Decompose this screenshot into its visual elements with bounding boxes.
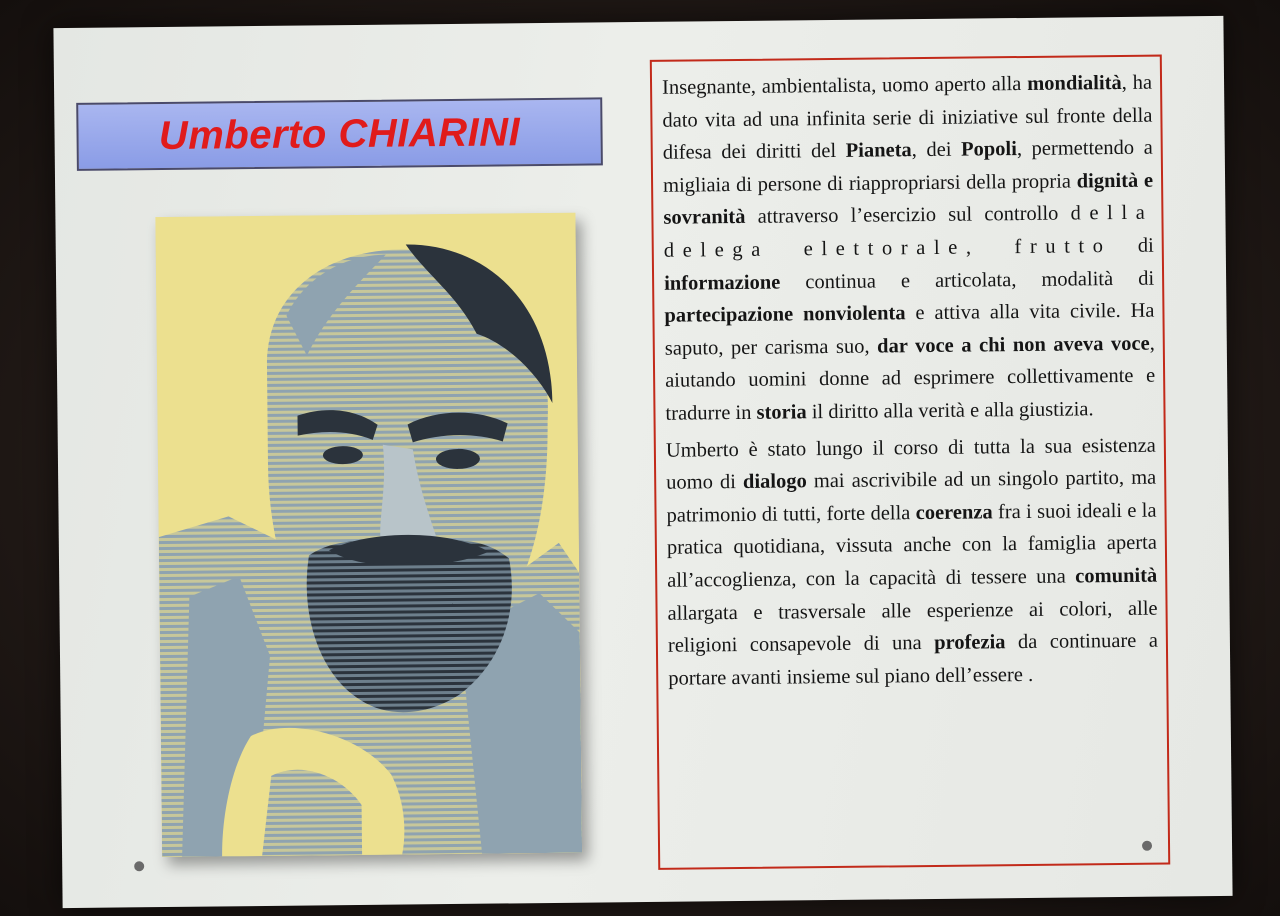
bold-phrase: coerenza <box>915 501 993 524</box>
text-run: di <box>1111 234 1154 258</box>
bold-phrase: Popoli <box>960 138 1018 161</box>
text-run: , dei <box>911 138 962 162</box>
biography-paragraph-2 <box>666 429 1159 695</box>
text-run: , permettendo a migliaia di persone di riappropriarsi della propria <box>662 136 1153 197</box>
bold-phrase: dignità e sovranità <box>663 169 1154 230</box>
bold-phrase: partecipazione nonviolenta <box>664 302 906 327</box>
text-run: mai ascrivibile ad un singolo partito, ma patrimonio di tutti, forte della <box>666 466 1157 527</box>
text-run: il diritto alla verità e alla giustizia. <box>806 398 1094 424</box>
biography-paragraph-1 <box>662 67 1156 431</box>
bold-phrase: profezia <box>934 631 1006 655</box>
text-run: allargata e trasversale alle esperienze ai colori, alle religioni consapevole di una <box>667 597 1158 657</box>
text-run: attraverso l’esercizio sul controllo <box>745 202 1071 229</box>
bold-phrase: dialogo <box>742 470 807 494</box>
text-run: Umberto è stato lungo il corso di tutta la sua esistenza uomo di <box>665 434 1156 494</box>
bold-phrase: mondialità <box>1027 71 1122 95</box>
title-banner <box>76 97 603 171</box>
text-run: fra i suoi ideali e la pratica quotidiana, vissuta anche con la famiglia aperta all’accoglienza, con la capacità di tessere una <box>666 499 1157 592</box>
portrait-image <box>155 213 582 857</box>
text-run: , ha dato vita ad una infinita serie di iniziative sul fronte della difesa dei diritti del <box>662 71 1153 164</box>
slide-dot-left <box>134 861 144 871</box>
bold-phrase: informazione <box>664 271 781 295</box>
text-run: della delega elettorale, frutto <box>663 202 1154 262</box>
bold-phrase: comunità <box>1075 564 1158 588</box>
text-run: Insegnante, ambientalista, uomo aperto alla <box>661 72 1028 99</box>
bold-phrase: dar voce a chi non aveva voce <box>876 332 1150 358</box>
page-title: Umberto CHIARINI <box>158 109 521 158</box>
text-run: , aiutando uomini donne ad esprimere collettivamente e tradurre in <box>665 332 1156 425</box>
biography-textbox <box>650 55 1170 870</box>
bold-phrase: storia <box>756 401 807 424</box>
slide <box>53 16 1232 908</box>
text-run: da continuare a portare avanti insieme sul piano dell’essere . <box>668 629 1159 690</box>
portrait-graphic <box>155 213 582 857</box>
text-run: e attiva alla vita civile. Ha saputo, per carisma suo, <box>664 299 1155 360</box>
bold-phrase: Pianeta <box>845 139 912 163</box>
text-run: continua e articolata, modalità di <box>780 267 1155 294</box>
